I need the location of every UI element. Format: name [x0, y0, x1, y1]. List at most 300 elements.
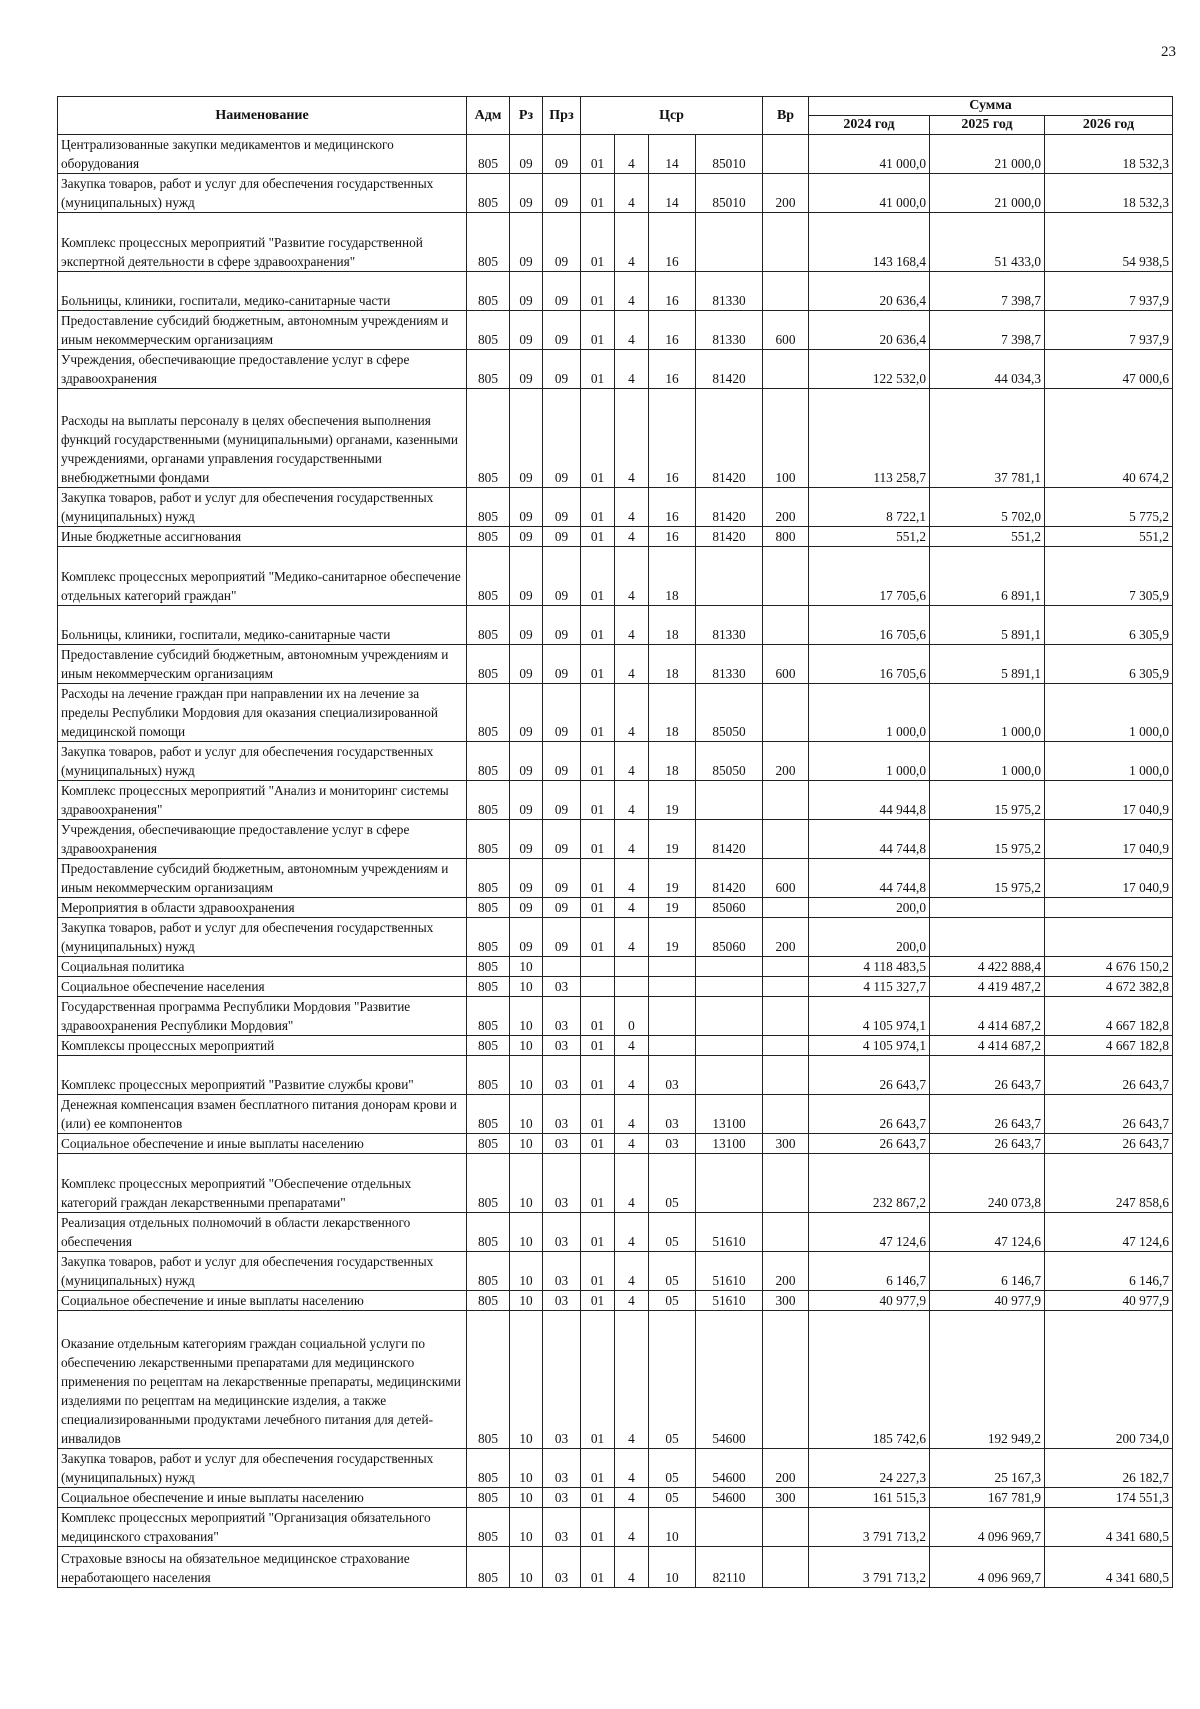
cell-prz: 09 — [543, 174, 581, 213]
cell-csr-complex: 14 — [649, 174, 696, 213]
cell-csr-complex: 18 — [649, 684, 696, 742]
cell-csr-type: 0 — [615, 997, 649, 1036]
cell-name: Больницы, клиники, госпитали, медико-санитарные части — [58, 606, 467, 645]
cell-name: Комплексы процессных мероприятий — [58, 1036, 467, 1056]
cell-sum-2024: 4 115 327,7 — [809, 977, 930, 997]
cell-sum-2025: 15 975,2 — [930, 781, 1045, 820]
cell-csr-program: 01 — [581, 1213, 615, 1252]
cell-csr-direction: 51610 — [696, 1252, 763, 1291]
cell-csr-direction — [696, 957, 763, 977]
cell-csr-program: 01 — [581, 1291, 615, 1311]
cell-csr-type — [615, 957, 649, 977]
cell-name: Социальное обеспечение и иные выплаты населению — [58, 1134, 467, 1154]
cell-csr-program: 01 — [581, 606, 615, 645]
cell-vr — [763, 547, 809, 606]
cell-adm: 805 — [467, 1311, 510, 1449]
header-vr: Вр — [763, 97, 809, 135]
cell-csr-program: 01 — [581, 389, 615, 488]
cell-prz: 09 — [543, 918, 581, 957]
cell-rz: 10 — [510, 1291, 543, 1311]
cell-adm: 805 — [467, 684, 510, 742]
cell-prz: 03 — [543, 1213, 581, 1252]
cell-csr-program: 01 — [581, 898, 615, 918]
cell-csr-direction — [696, 1508, 763, 1547]
cell-csr-program: 01 — [581, 1449, 615, 1488]
cell-vr: 100 — [763, 389, 809, 488]
cell-name: Мероприятия в области здравоохранения — [58, 898, 467, 918]
cell-sum-2024: 41 000,0 — [809, 174, 930, 213]
cell-csr-complex: 10 — [649, 1547, 696, 1588]
cell-rz: 09 — [510, 488, 543, 527]
cell-sum-2024: 24 227,3 — [809, 1449, 930, 1488]
cell-sum-2025: 1 000,0 — [930, 742, 1045, 781]
cell-sum-2025: 15 975,2 — [930, 859, 1045, 898]
header-year-2025: 2025 год — [930, 116, 1045, 135]
cell-sum-2024: 26 643,7 — [809, 1134, 930, 1154]
cell-prz: 09 — [543, 859, 581, 898]
cell-sum-2025: 25 167,3 — [930, 1449, 1045, 1488]
cell-csr-complex: 10 — [649, 1508, 696, 1547]
cell-name: Закупка товаров, работ и услуг для обеспечения государственных (муниципальных) нужд — [58, 1449, 467, 1488]
cell-csr-program: 01 — [581, 997, 615, 1036]
cell-csr-complex — [649, 1036, 696, 1056]
cell-name: Социальное обеспечение населения — [58, 977, 467, 997]
cell-sum-2026: 4 676 150,2 — [1045, 957, 1173, 977]
cell-sum-2024: 26 643,7 — [809, 1056, 930, 1095]
cell-prz: 09 — [543, 742, 581, 781]
cell-csr-complex: 05 — [649, 1291, 696, 1311]
cell-csr-direction: 54600 — [696, 1488, 763, 1508]
cell-adm: 805 — [467, 389, 510, 488]
cell-sum-2026 — [1045, 918, 1173, 957]
cell-sum-2025: 37 781,1 — [930, 389, 1045, 488]
cell-csr-type: 4 — [615, 1036, 649, 1056]
cell-csr-complex: 16 — [649, 311, 696, 350]
header-year-2024: 2024 год — [809, 116, 930, 135]
cell-name: Комплекс процессных мероприятий "Развитие службы крови" — [58, 1056, 467, 1095]
cell-csr-program: 01 — [581, 174, 615, 213]
cell-csr-type: 4 — [615, 527, 649, 547]
cell-rz: 10 — [510, 957, 543, 977]
cell-sum-2026: 551,2 — [1045, 527, 1173, 547]
cell-adm: 805 — [467, 606, 510, 645]
cell-csr-direction — [696, 1154, 763, 1213]
cell-sum-2025: 4 096 969,7 — [930, 1508, 1045, 1547]
cell-csr-direction — [696, 213, 763, 272]
table-row — [58, 1449, 1173, 1488]
cell-sum-2026: 40 977,9 — [1045, 1291, 1173, 1311]
cell-adm: 805 — [467, 1036, 510, 1056]
cell-csr-type: 4 — [615, 820, 649, 859]
cell-sum-2025: 7 398,7 — [930, 272, 1045, 311]
cell-name: Комплекс процессных мероприятий "Развитие государственной экспертной деятельности в сфере здравоохранения" — [58, 213, 467, 272]
table-row — [58, 742, 1173, 781]
cell-rz: 09 — [510, 898, 543, 918]
cell-name: Учреждения, обеспечивающие предоставление услуг в сфере здравоохранения — [58, 350, 467, 389]
table-row — [58, 527, 1173, 547]
cell-csr-direction: 13100 — [696, 1095, 763, 1134]
cell-sum-2024: 41 000,0 — [809, 135, 930, 174]
cell-csr-program: 01 — [581, 1508, 615, 1547]
cell-vr — [763, 1056, 809, 1095]
cell-name: Комплекс процессных мероприятий "Обеспечение отдельных категорий граждан лекарственными препаратами" — [58, 1154, 467, 1213]
cell-sum-2025: 551,2 — [930, 527, 1045, 547]
cell-prz — [543, 957, 581, 977]
cell-sum-2024: 200,0 — [809, 918, 930, 957]
cell-adm: 805 — [467, 1213, 510, 1252]
cell-csr-type — [615, 977, 649, 997]
cell-csr-direction: 81420 — [696, 859, 763, 898]
table-row — [58, 918, 1173, 957]
cell-sum-2024: 122 532,0 — [809, 350, 930, 389]
cell-csr-program: 01 — [581, 645, 615, 684]
cell-csr-direction: 81330 — [696, 272, 763, 311]
cell-prz: 09 — [543, 684, 581, 742]
cell-rz: 10 — [510, 977, 543, 997]
cell-prz: 09 — [543, 272, 581, 311]
cell-sum-2026: 6 305,9 — [1045, 645, 1173, 684]
cell-sum-2025: 26 643,7 — [930, 1056, 1045, 1095]
cell-rz: 09 — [510, 272, 543, 311]
cell-csr-type: 4 — [615, 1508, 649, 1547]
cell-adm: 805 — [467, 997, 510, 1036]
cell-vr — [763, 997, 809, 1036]
cell-sum-2025: 21 000,0 — [930, 135, 1045, 174]
cell-sum-2026: 18 532,3 — [1045, 174, 1173, 213]
cell-sum-2026: 200 734,0 — [1045, 1311, 1173, 1449]
cell-csr-direction — [696, 547, 763, 606]
cell-prz: 09 — [543, 820, 581, 859]
cell-sum-2026: 26 643,7 — [1045, 1056, 1173, 1095]
cell-vr — [763, 1311, 809, 1449]
cell-name: Предоставление субсидий бюджетным, автономным учреждениям и иным некоммерческим организациям — [58, 311, 467, 350]
cell-name: Социальное обеспечение и иные выплаты населению — [58, 1488, 467, 1508]
cell-csr-direction — [696, 977, 763, 997]
cell-sum-2024: 200,0 — [809, 898, 930, 918]
cell-csr-type: 4 — [615, 1291, 649, 1311]
table-row — [58, 1056, 1173, 1095]
cell-sum-2024: 232 867,2 — [809, 1154, 930, 1213]
cell-rz: 09 — [510, 684, 543, 742]
cell-csr-type: 4 — [615, 1311, 649, 1449]
cell-sum-2025: 192 949,2 — [930, 1311, 1045, 1449]
cell-csr-complex: 16 — [649, 350, 696, 389]
cell-csr-program: 01 — [581, 1488, 615, 1508]
cell-sum-2026: 4 672 382,8 — [1045, 977, 1173, 997]
table-row — [58, 1508, 1173, 1547]
cell-csr-direction — [696, 997, 763, 1036]
cell-prz: 09 — [543, 311, 581, 350]
cell-sum-2025: 4 414 687,2 — [930, 1036, 1045, 1056]
cell-csr-program: 01 — [581, 1252, 615, 1291]
cell-vr — [763, 977, 809, 997]
cell-adm: 805 — [467, 859, 510, 898]
cell-rz: 10 — [510, 1508, 543, 1547]
header-adm: Адм — [467, 97, 510, 135]
cell-csr-program: 01 — [581, 311, 615, 350]
cell-sum-2026: 4 341 680,5 — [1045, 1547, 1173, 1588]
cell-adm: 805 — [467, 1449, 510, 1488]
cell-vr — [763, 272, 809, 311]
cell-vr — [763, 684, 809, 742]
cell-adm: 805 — [467, 272, 510, 311]
cell-csr-direction: 54600 — [696, 1311, 763, 1449]
cell-adm: 805 — [467, 918, 510, 957]
cell-csr-direction: 81420 — [696, 488, 763, 527]
cell-csr-direction: 81330 — [696, 606, 763, 645]
cell-sum-2025: 5 891,1 — [930, 606, 1045, 645]
cell-rz: 09 — [510, 213, 543, 272]
cell-csr-direction: 85010 — [696, 174, 763, 213]
cell-prz: 09 — [543, 645, 581, 684]
table-row — [58, 135, 1173, 174]
cell-vr — [763, 1213, 809, 1252]
cell-csr-type: 4 — [615, 135, 649, 174]
cell-rz: 09 — [510, 781, 543, 820]
cell-sum-2026: 5 775,2 — [1045, 488, 1173, 527]
cell-adm: 805 — [467, 135, 510, 174]
cell-vr — [763, 898, 809, 918]
cell-csr-complex: 18 — [649, 547, 696, 606]
cell-sum-2024: 161 515,3 — [809, 1488, 930, 1508]
cell-sum-2026: 26 643,7 — [1045, 1095, 1173, 1134]
cell-sum-2025: 240 073,8 — [930, 1154, 1045, 1213]
cell-vr: 600 — [763, 645, 809, 684]
cell-csr-type: 4 — [615, 488, 649, 527]
cell-name: Страховые взносы на обязательное медицинское страхование неработающего населения — [58, 1547, 467, 1588]
cell-sum-2025: 51 433,0 — [930, 213, 1045, 272]
cell-csr-complex: 05 — [649, 1311, 696, 1449]
cell-csr-program: 01 — [581, 527, 615, 547]
cell-csr-complex: 16 — [649, 272, 696, 311]
cell-name: Комплекс процессных мероприятий "Организация обязательного медицинского страхования" — [58, 1508, 467, 1547]
cell-adm: 805 — [467, 1252, 510, 1291]
cell-sum-2026: 247 858,6 — [1045, 1154, 1173, 1213]
cell-csr-type: 4 — [615, 606, 649, 645]
cell-csr-direction: 85010 — [696, 135, 763, 174]
cell-csr-program: 01 — [581, 859, 615, 898]
cell-rz: 10 — [510, 1095, 543, 1134]
cell-vr — [763, 350, 809, 389]
cell-prz: 09 — [543, 898, 581, 918]
cell-sum-2026: 1 000,0 — [1045, 742, 1173, 781]
cell-csr-type: 4 — [615, 1252, 649, 1291]
table-row — [58, 488, 1173, 527]
cell-csr-complex — [649, 957, 696, 977]
cell-sum-2026: 47 000,6 — [1045, 350, 1173, 389]
cell-csr-direction: 81420 — [696, 389, 763, 488]
cell-csr-program: 01 — [581, 135, 615, 174]
cell-sum-2026: 47 124,6 — [1045, 1213, 1173, 1252]
cell-csr-program: 01 — [581, 1134, 615, 1154]
cell-csr-type: 4 — [615, 389, 649, 488]
cell-rz: 09 — [510, 859, 543, 898]
cell-sum-2025 — [930, 918, 1045, 957]
cell-vr: 300 — [763, 1488, 809, 1508]
cell-sum-2026 — [1045, 898, 1173, 918]
cell-vr: 300 — [763, 1291, 809, 1311]
cell-vr: 200 — [763, 174, 809, 213]
cell-vr: 300 — [763, 1134, 809, 1154]
table-row — [58, 1213, 1173, 1252]
table-row — [58, 957, 1173, 977]
cell-sum-2025: 26 643,7 — [930, 1134, 1045, 1154]
cell-sum-2026: 1 000,0 — [1045, 684, 1173, 742]
table-row — [58, 781, 1173, 820]
cell-sum-2025: 15 975,2 — [930, 820, 1045, 859]
cell-sum-2025: 6 146,7 — [930, 1252, 1045, 1291]
table-row — [58, 1311, 1173, 1449]
cell-name: Иные бюджетные ассигнования — [58, 527, 467, 547]
cell-adm: 805 — [467, 1134, 510, 1154]
cell-csr-program: 01 — [581, 488, 615, 527]
cell-prz: 09 — [543, 389, 581, 488]
cell-csr-complex: 14 — [649, 135, 696, 174]
cell-prz: 03 — [543, 1311, 581, 1449]
cell-sum-2024: 551,2 — [809, 527, 930, 547]
cell-adm: 805 — [467, 174, 510, 213]
cell-name: Предоставление субсидий бюджетным, автономным учреждениям и иным некоммерческим организациям — [58, 645, 467, 684]
cell-rz: 09 — [510, 918, 543, 957]
cell-csr-type: 4 — [615, 918, 649, 957]
cell-prz: 09 — [543, 606, 581, 645]
cell-vr: 200 — [763, 1449, 809, 1488]
cell-csr-type: 4 — [615, 781, 649, 820]
cell-adm: 805 — [467, 547, 510, 606]
header-name: Наименование — [58, 97, 467, 135]
cell-prz: 03 — [543, 1508, 581, 1547]
cell-csr-direction — [696, 1036, 763, 1056]
cell-vr — [763, 606, 809, 645]
cell-adm: 805 — [467, 488, 510, 527]
cell-rz: 09 — [510, 311, 543, 350]
cell-csr-direction: 81420 — [696, 350, 763, 389]
cell-sum-2026: 26 182,7 — [1045, 1449, 1173, 1488]
cell-sum-2025: 47 124,6 — [930, 1213, 1045, 1252]
cell-sum-2024: 16 705,6 — [809, 606, 930, 645]
cell-prz: 03 — [543, 1036, 581, 1056]
cell-csr-type: 4 — [615, 1056, 649, 1095]
cell-adm: 805 — [467, 311, 510, 350]
cell-sum-2025: 4 422 888,4 — [930, 957, 1045, 977]
cell-csr-program: 01 — [581, 213, 615, 272]
cell-csr-type: 4 — [615, 898, 649, 918]
cell-sum-2024: 40 977,9 — [809, 1291, 930, 1311]
cell-name: Закупка товаров, работ и услуг для обеспечения государственных (муниципальных) нужд — [58, 488, 467, 527]
table-body — [58, 135, 1173, 1588]
cell-adm: 805 — [467, 527, 510, 547]
cell-csr-complex: 19 — [649, 859, 696, 898]
cell-rz: 09 — [510, 547, 543, 606]
cell-name: Централизованные закупки медикаментов и медицинского оборудования — [58, 135, 467, 174]
cell-prz: 03 — [543, 1291, 581, 1311]
cell-sum-2025 — [930, 898, 1045, 918]
cell-csr-type: 4 — [615, 350, 649, 389]
table-row — [58, 174, 1173, 213]
cell-csr-complex: 19 — [649, 820, 696, 859]
cell-vr — [763, 1154, 809, 1213]
cell-sum-2025: 21 000,0 — [930, 174, 1045, 213]
cell-csr-complex: 03 — [649, 1095, 696, 1134]
cell-rz: 10 — [510, 1311, 543, 1449]
cell-adm: 805 — [467, 1095, 510, 1134]
cell-csr-direction: 81330 — [696, 311, 763, 350]
table-row — [58, 820, 1173, 859]
cell-vr — [763, 135, 809, 174]
cell-prz: 03 — [543, 1095, 581, 1134]
cell-adm: 805 — [467, 1508, 510, 1547]
cell-name: Расходы на выплаты персоналу в целях обеспечения выполнения функций государственными (муниципальными) органами, казенными учреждениями, органами управления государственными внебюджетными фондами — [58, 389, 467, 488]
cell-csr-direction: 85050 — [696, 684, 763, 742]
cell-sum-2024: 26 643,7 — [809, 1095, 930, 1134]
table-row — [58, 1154, 1173, 1213]
cell-csr-direction: 13100 — [696, 1134, 763, 1154]
cell-csr-program: 01 — [581, 547, 615, 606]
cell-sum-2026: 7 937,9 — [1045, 272, 1173, 311]
cell-rz: 09 — [510, 174, 543, 213]
cell-sum-2025: 44 034,3 — [930, 350, 1045, 389]
cell-sum-2025: 7 398,7 — [930, 311, 1045, 350]
cell-prz: 03 — [543, 1449, 581, 1488]
page-number: 23 — [1161, 44, 1176, 60]
cell-csr-complex: 05 — [649, 1213, 696, 1252]
table-row — [58, 311, 1173, 350]
cell-csr-type: 4 — [615, 859, 649, 898]
cell-rz: 09 — [510, 820, 543, 859]
cell-adm: 805 — [467, 957, 510, 977]
cell-rz: 09 — [510, 645, 543, 684]
cell-csr-program: 01 — [581, 820, 615, 859]
table-row — [58, 1488, 1173, 1508]
cell-sum-2026: 6 305,9 — [1045, 606, 1173, 645]
cell-name: Предоставление субсидий бюджетным, автономным учреждениям и иным некоммерческим организациям — [58, 859, 467, 898]
cell-name: Социальное обеспечение и иные выплаты населению — [58, 1291, 467, 1311]
cell-prz: 09 — [543, 350, 581, 389]
cell-csr-complex: 05 — [649, 1252, 696, 1291]
cell-adm: 805 — [467, 1056, 510, 1095]
cell-sum-2026: 4 667 182,8 — [1045, 997, 1173, 1036]
cell-csr-direction: 82110 — [696, 1547, 763, 1588]
cell-sum-2026: 7 305,9 — [1045, 547, 1173, 606]
cell-csr-complex: 16 — [649, 488, 696, 527]
cell-name: Комплекс процессных мероприятий "Анализ и мониторинг системы здравоохранения" — [58, 781, 467, 820]
cell-rz: 10 — [510, 1213, 543, 1252]
cell-vr — [763, 957, 809, 977]
cell-csr-type: 4 — [615, 272, 649, 311]
cell-csr-type: 4 — [615, 213, 649, 272]
cell-csr-complex: 03 — [649, 1134, 696, 1154]
table-row — [58, 272, 1173, 311]
cell-csr-complex — [649, 977, 696, 997]
cell-rz: 09 — [510, 389, 543, 488]
cell-csr-complex: 19 — [649, 898, 696, 918]
cell-sum-2024: 113 258,7 — [809, 389, 930, 488]
cell-rz: 10 — [510, 1547, 543, 1588]
table-row — [58, 350, 1173, 389]
table-row — [58, 645, 1173, 684]
cell-adm: 805 — [467, 742, 510, 781]
table-row — [58, 997, 1173, 1036]
cell-vr: 200 — [763, 1252, 809, 1291]
cell-vr: 800 — [763, 527, 809, 547]
cell-csr-direction: 54600 — [696, 1449, 763, 1488]
cell-adm: 805 — [467, 1547, 510, 1588]
cell-sum-2024: 8 722,1 — [809, 488, 930, 527]
table-row — [58, 1547, 1173, 1588]
cell-sum-2024: 44 944,8 — [809, 781, 930, 820]
cell-adm: 805 — [467, 820, 510, 859]
cell-prz: 09 — [543, 135, 581, 174]
